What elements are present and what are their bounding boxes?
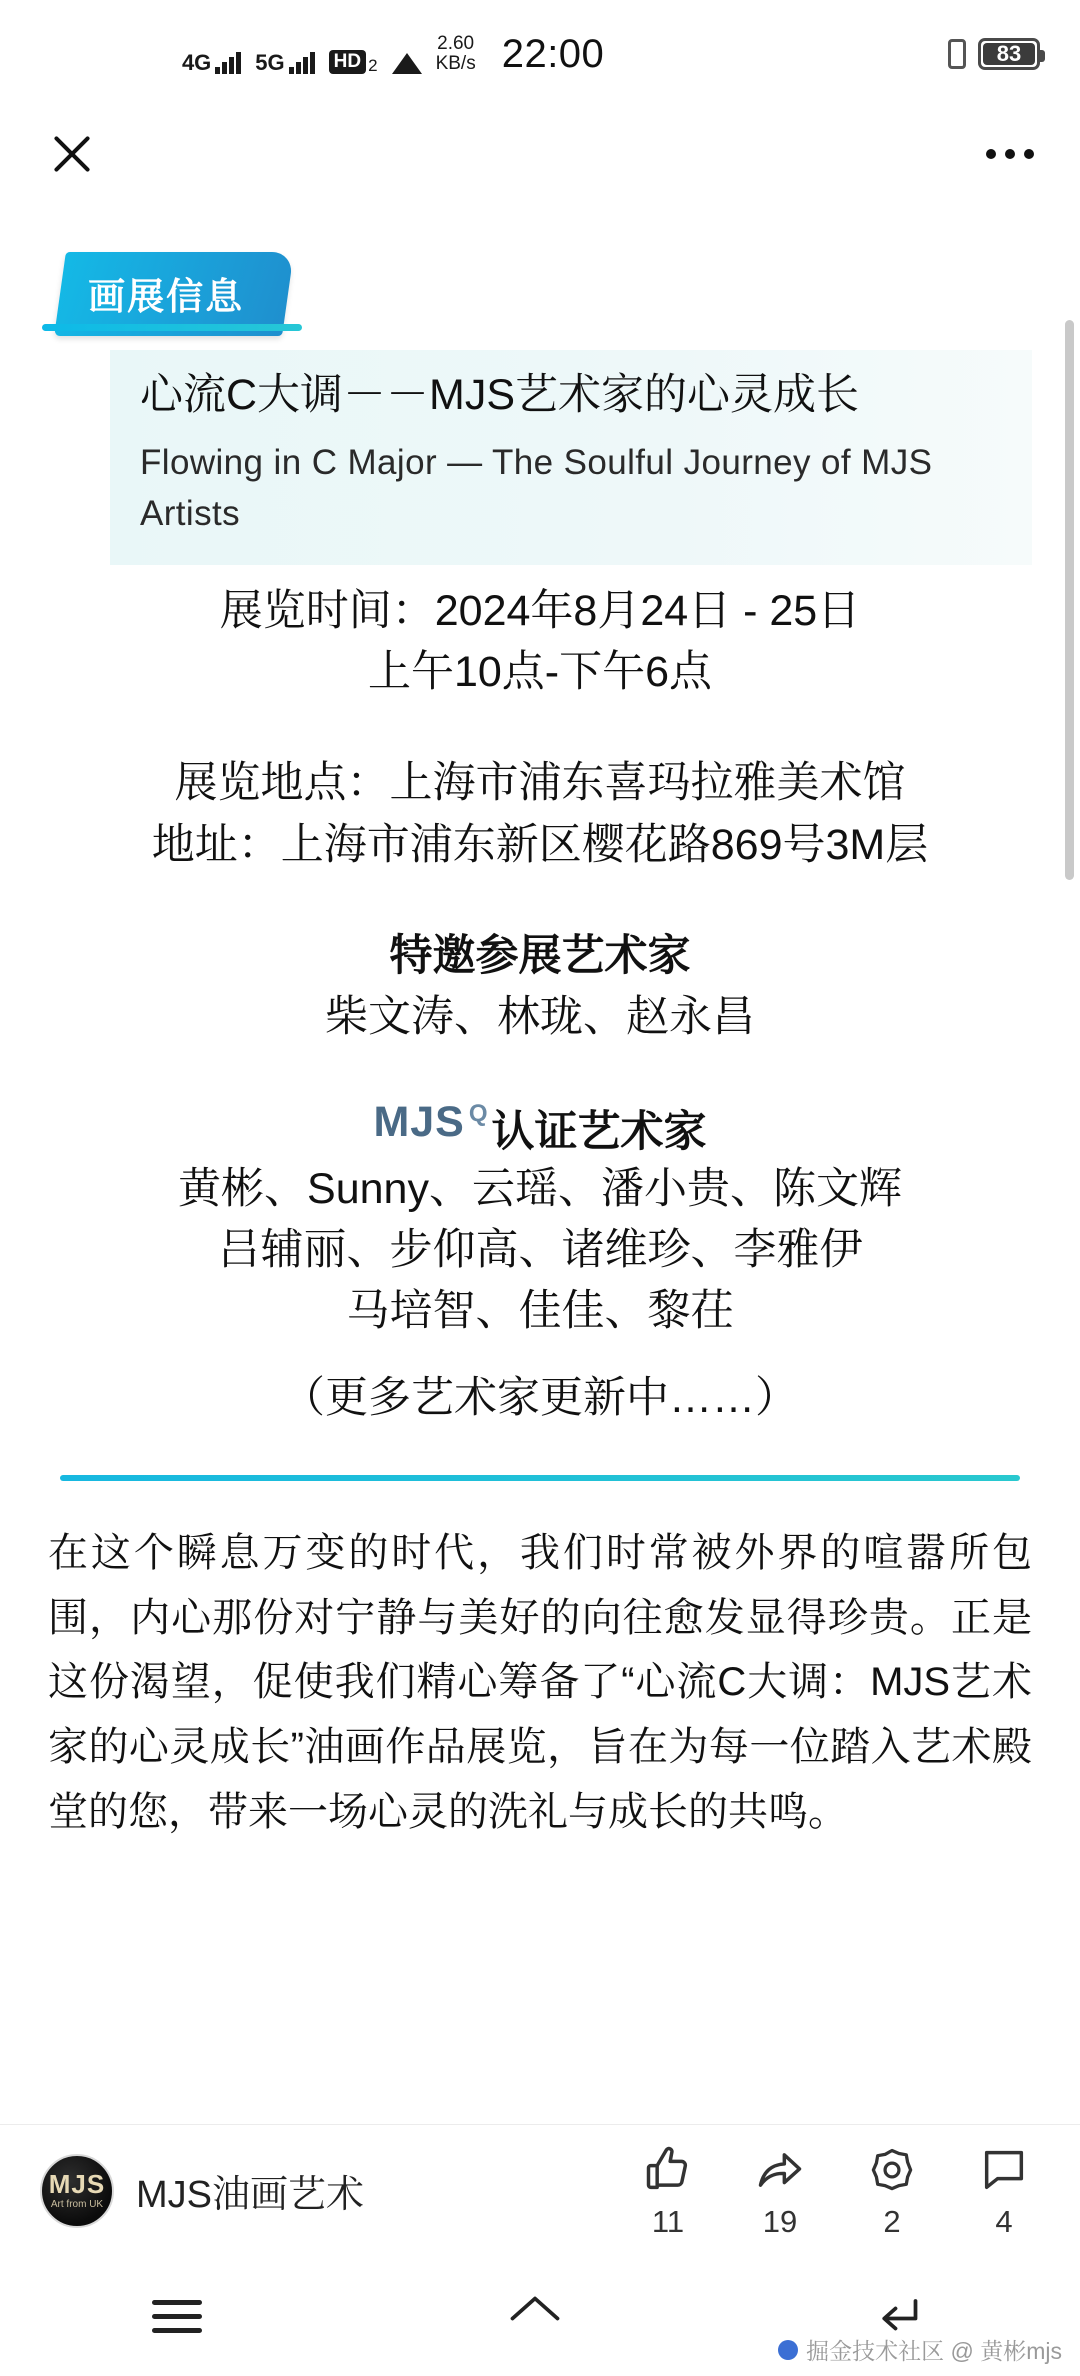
data-rate-value: 2.60 [437, 33, 475, 55]
action-buttons [382, 2142, 1046, 2240]
data-rate-unit: KB/s [435, 53, 476, 74]
signal-4g [181, 49, 241, 75]
status-bar-left [40, 34, 502, 74]
thumbs-up-icon[interactable] [642, 2142, 694, 2198]
exhibition-venue-line2: 地址：上海市浦东新区樱花路869号3M层 [151, 820, 929, 869]
hd-voice-icon [329, 50, 378, 74]
article-body-paragraph: 在这个瞬息万变的时代，我们时常被外界的喧嚣所包围，内心那份对宁静与美好的向往愈发显得珍贵。正是这份渴望，促使我们精心筹备了“心流C大调：MJS艺术家的心灵成长”油画作品展览，旨在为每一位踏入艺术殿堂的您，带来一场心灵的洗礼与成长的共鸣。 [48, 1530, 1032, 1835]
watermark-text: 掘金技术社区 @ 黄彬mjs [806, 2338, 1062, 2364]
exhibition-details [0, 581, 1080, 1428]
exhibition-info-ribbon [60, 252, 360, 332]
article-content[interactable] [0, 200, 1080, 2256]
data-rate-indicator [436, 34, 476, 74]
exhibition-time-line2: 上午10点-下午6点 [367, 648, 713, 697]
wifi-icon [392, 51, 422, 74]
hd-label: HD [329, 50, 366, 74]
certified-heading-suffix: 认证艺术家 [491, 1107, 707, 1156]
system-navigation-bar [0, 2256, 1080, 2376]
spacer-1 [0, 703, 1080, 753]
status-bar-right [604, 38, 1040, 70]
avatar[interactable] [40, 2154, 114, 2228]
spacer-3 [0, 1048, 1080, 1098]
invited-artists-list: 柴文涛、林珑、赵永昌 [325, 992, 755, 1041]
avatar-initials: MJS [48, 2169, 106, 2199]
status-bar-clock: 22:00 [501, 31, 605, 76]
like-count: 11 [651, 2203, 685, 2239]
certified-heading-superscript: Q [468, 1099, 488, 1127]
exhibition-title-block [110, 350, 1032, 565]
top-navigation-bar [0, 108, 1080, 200]
signal-4g-bars [215, 52, 241, 74]
watermark [778, 2333, 1062, 2366]
hd-sub-label: 2 [368, 55, 378, 75]
exhibition-title-en: Flowing in C Major — The Soulful Journey of MJS Artists [140, 442, 933, 533]
signal-5g-label: 5G [255, 49, 285, 75]
signal-4g-label: 4G [181, 49, 212, 75]
status-bar [0, 0, 1080, 108]
ribbon-label: 画展信息 [88, 276, 245, 317]
more-artists-note: （更多艺术家更新中……） [282, 1373, 798, 1422]
home-icon[interactable] [505, 2290, 565, 2342]
vibrate-mode-icon [948, 39, 966, 69]
reward-button[interactable] [866, 2142, 918, 2240]
close-icon[interactable] [46, 128, 98, 180]
exhibition-venue-line1: 展览地点：上海市浦东喜玛拉雅美术馆 [174, 759, 906, 808]
flower-reward-icon[interactable] [866, 2142, 918, 2198]
comment-bubble-icon[interactable] [978, 2142, 1030, 2198]
certified-artists-heading [0, 1098, 1080, 1159]
comment-count: 4 [995, 2203, 1013, 2239]
author-block[interactable] [40, 2154, 364, 2228]
spacer-4 [0, 1342, 1080, 1368]
share-arrow-icon[interactable] [754, 2142, 806, 2198]
exhibition-time-line1: 展览时间：2024年8月24日 - 25日 [219, 587, 861, 636]
avatar-subtext: Art from UK [50, 2199, 104, 2210]
share-count: 19 [762, 2203, 798, 2239]
exhibition-title-cn: 心流C大调－－MJS艺术家的心灵成长 [140, 371, 860, 419]
section-divider [60, 1475, 1020, 1481]
certified-artists-line1: 黄彬、Sunny、云瑶、潘小贵、陈文辉 [178, 1164, 902, 1213]
vertical-scrollbar[interactable] [1065, 320, 1074, 880]
comment-button[interactable] [978, 2142, 1030, 2240]
signal-5g [255, 49, 314, 75]
ribbon-underline [42, 324, 302, 331]
reward-count: 2 [883, 2203, 901, 2239]
article-action-bar [0, 2124, 1080, 2256]
recents-menu-icon[interactable] [152, 2291, 202, 2342]
certified-heading-mjs: MJS [373, 1097, 465, 1146]
watermark-dot-icon [778, 2340, 798, 2360]
like-button[interactable] [642, 2142, 694, 2240]
spacer-2 [0, 876, 1080, 926]
certified-artists-line2: 吕辅丽、步仰高、诸维珍、李雅伊 [217, 1225, 863, 1274]
signal-5g-bars [289, 52, 315, 74]
more-options-icon[interactable] [986, 149, 1034, 159]
certified-artists-line3: 马培智、佳佳、黎茌 [346, 1286, 734, 1335]
invited-artists-heading: 特邀参展艺术家 [389, 931, 691, 980]
share-button[interactable] [754, 2142, 806, 2240]
battery-percent-label: 83 [996, 41, 1022, 66]
battery-icon [978, 38, 1040, 70]
author-name[interactable]: MJS油画艺术 [136, 2174, 365, 2216]
